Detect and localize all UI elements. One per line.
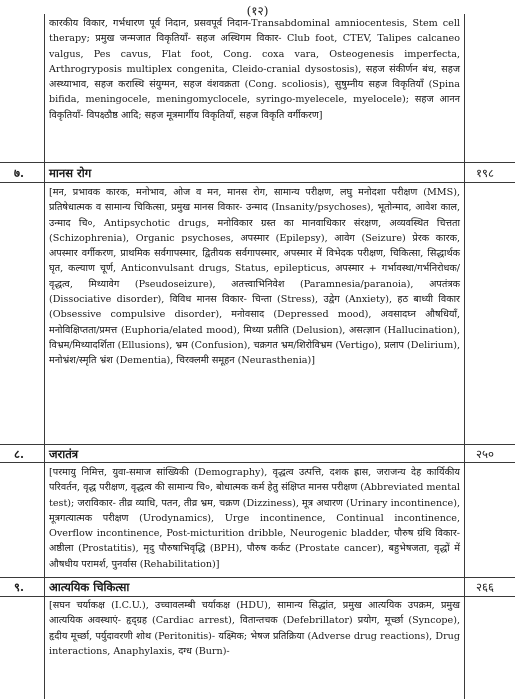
section-title: मानस रोग (49, 166, 92, 180)
section-divider (0, 577, 515, 578)
section-number: ८. (14, 447, 24, 461)
section-7-content: [मन, प्रभावक कारक, मनोभाव, ओज व मन, मानस रोग, सामान्य परीक्षण, लघु मनोदशा परीक्षण (MMS), प्रतिषेधात्मक व सामान्य चिकित्सा, प्रमुख मानस विकार- उन्माद (Insanity/psychoses), भूतोन्माद, आवेश काल, उन्माद चि०, Antipsychotic drugs, मनोविकार ग्रस्त का मानवाधिकार संरक्षण, अव्यवस्थित चित्तता (Schizophrenia), Organic psychoses, अपस्मार (Epilepsy), आवेग (Seizure) प्रेरक कारक, अपस्मार वर्गीकरण, प्राथमिक सर्वगापस्मार, द्वितीयक सर्वगापस्मार, अपस्मार में विभेदक परीक्षण, चिकित्सा, सिद्धार्थक घृत, कल्याण चूर्ण, Anticonvulsant drugs, Status, epilepticus, अपस्मार + गर्भावस्था/गर्भनिरोधक/वृद्धत्व, मिथ्यावेग (Pseudoseizure), अतत्त्वाभिनिवेश (Paramnesia/paranoia), अपतंत्रक (Dissociative disorder), विविध मानस विकार- चिन्ता (Stress), उद्वेग (Anxiety), हठ बाध्यी विकार (Obsessive compulsive disorder), मनोवसाद (Depressed mood), अवसादघ्न औषधियाँ, मनोविक्षिप्तता/प्रमत्त (Euphoria/elated mood), मिथ्या प्रतीति (Delusion), असत्ज्ञान (Hallucination), विभ्रम/मिथ्यादर्शिता (Ellusions), भ्रम (Confusion), चक्रगत भ्रम/शिरोविभ्रम (Vertigo), प्रलाप (Delirium), मनोभ्रंश/स्मृति भ्रंश (Dementia), चिरक्लमी समूहन (Neurasthenia)] (49, 187, 460, 367)
section-9-content: [सघन चर्याकक्ष (I.C.U.), उच्चावलम्बी चर्याकक्ष (HDU), सामान्य सिद्धांत, प्रमुख आत्ययिक उपक्रम, प्रमुख आत्ययिक अवस्थाएं- हृद्ग्रह (Cardiac arrest), वितान्तचक (Defebrillator) प्रयोग, मूर्च्छा (Syncope), हृदीय मूर्च्छा, पर्युदावरणी शोथ (Peritonitis)- यक्ष्मिक; भेषज प्रतिक्रिया (Adverse drug reactions), Drug interactions, Anaphylaxis, दग्ध (Burn)- (49, 600, 460, 657)
section-page-range: २५० (476, 447, 494, 461)
section-divider (0, 162, 515, 163)
section-page-range: २६६ (476, 580, 494, 594)
section-title: आत्ययिक चिकित्सा (49, 580, 130, 594)
section-divider (0, 182, 515, 183)
section-page-range: १९८ (476, 166, 494, 180)
intro-paragraph: कारकीय विकार, गर्भधारण पूर्व निदान, प्रसवपूर्व निदान-Transabdominal amniocentesis, Stem cell therapy; प्रमुख जन्मजात विकृतियाँ- सहज अस्थिगम विकार- Club foot, CTEV, Talipes calcaneo valgus, Pes cavus, Flat foot, Cong. coxa vara, Osteogenesis imperfecta, Arthrogryposis multiplex congenita, Cleido-cranial dysostosis), सहज संकीर्णन बंध, सहज अस्थ्याभाव, सहज करास्थि संयुग्मन, सहज वंशवक्रता (Cong. scoliosis), सुषुम्नीय सहज विकृतियाँ (Spina bifida, meningocele, meningomyclocele, syringo-myelecele, myelocele); सहज आनन विकृतियाँ- विपक्ष्ठौष्ठ आदि; सहज मूत्रमार्गीय विकृतियाँ, सहज विकृति वर्गीकरण] (49, 18, 460, 121)
section-8-content: [परमायु निमित्त, युवा-समाज सांख्यिकी (Demography), वृद्धत्व उत्पत्ति, दशक ह्रास, जराजन्य देह कार्यिकीय परिवर्तन, वृद्ध परीक्षण, वृद्धत्व की सामान्य चि०, बोधात्मक कर्म हेतु संक्षिप्त मानस परीक्षण (Abbreviated mental test); जराविकार- तीव्र व्याधि, पतन, तीव्र भ्रम, चक्रण (Dizziness), मूत्र अधारण (Urinary incontinence), मूत्रगत्यात्मक परीक्षण (Urodynamics), Urge incontinence, Continual incontinence, Overflow incontinence, Post-micturition dribble, Neurogenic bladder, पौरुष ग्रंथि विकार- अष्ठीला (Prostatitis), मृदु पौरुषाभिवृद्धि (BPH), पौरुष कर्कट (Prostate cancer), बहुभेषजता, वृद्धों में औषधीय परामर्श, पुनर्वास (Rehabilitation)] (49, 467, 460, 570)
section-divider (0, 596, 515, 597)
section-divider (0, 444, 515, 445)
section-divider (0, 462, 515, 463)
section-title: जरातंत्र (49, 447, 79, 461)
section-number: ७. (14, 166, 24, 180)
section-number: ९. (14, 580, 24, 594)
page-number: (१२) (246, 4, 269, 18)
